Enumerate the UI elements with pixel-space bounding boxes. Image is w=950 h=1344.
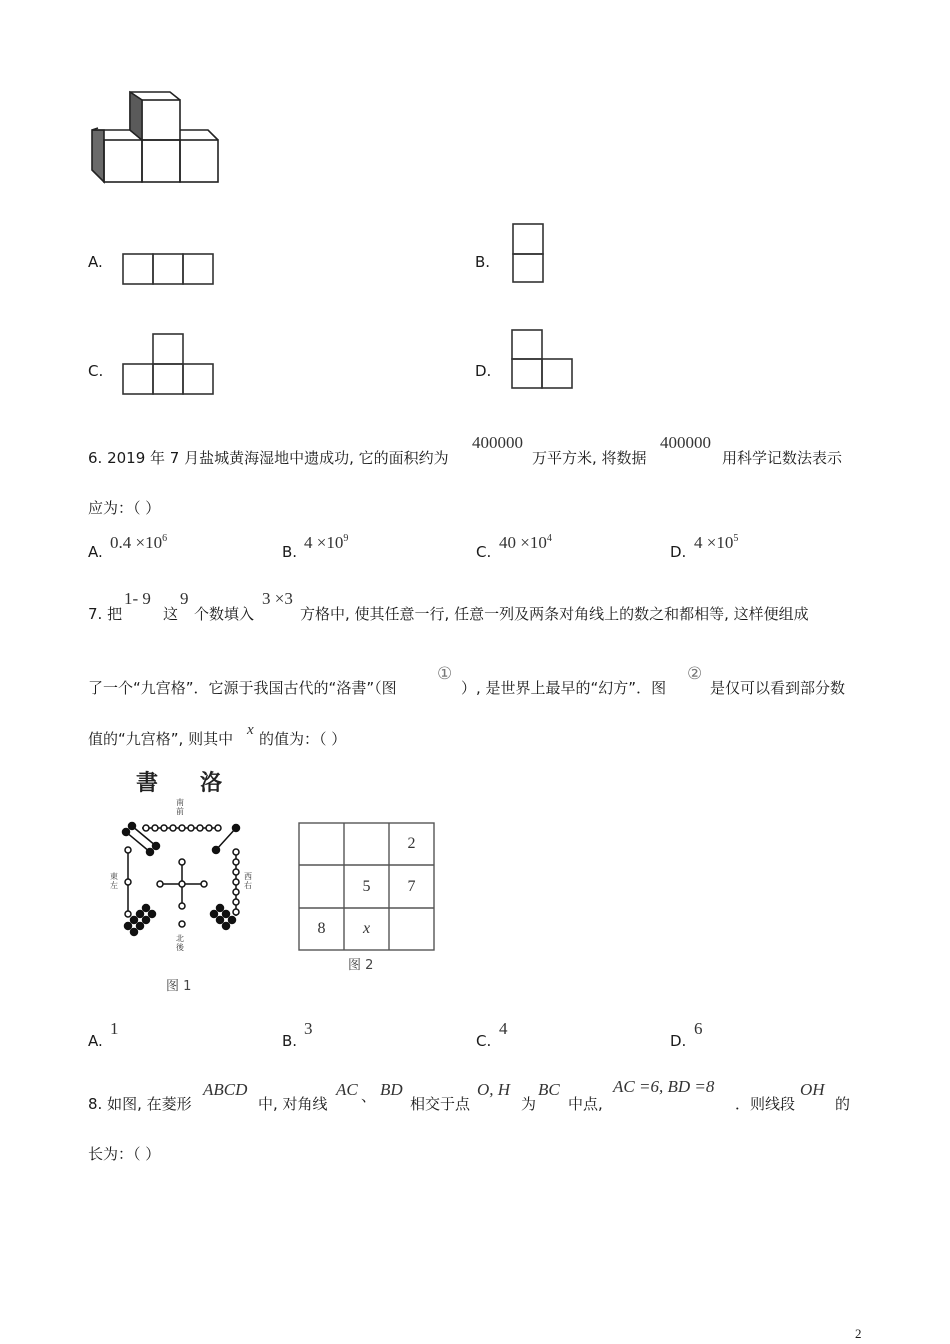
grid-cell	[299, 865, 344, 908]
luoshu-west-label: 西右	[244, 872, 252, 890]
grid-cell	[344, 823, 389, 865]
q6-option-c-value: $40 \times 10^4$	[499, 533, 552, 552]
q5-option-c-label: C.	[88, 362, 104, 380]
q7-math-grid: 3 ×3	[262, 589, 293, 608]
q6-stem-line-2: 应为：（ ）	[88, 499, 161, 517]
grid-cell	[299, 823, 344, 865]
q8-math-oh-points: O, H	[477, 1080, 511, 1099]
q7-option-a-label: A.	[88, 1032, 103, 1050]
q6-option-b-value: $4 \times 10^9$	[304, 533, 349, 552]
q7-line-3-end: 的值为：（ ）	[259, 730, 347, 748]
luoshu-east-label: 東左	[110, 872, 118, 890]
grid-cell: 2	[407, 835, 416, 852]
q8-number: 8.	[88, 1095, 103, 1113]
q8-text-4: 相交于点	[410, 1095, 471, 1113]
q7-circle-1: ①	[437, 664, 453, 684]
luoshu-south-label: 南前	[176, 798, 184, 816]
q7-number: 7.	[88, 605, 103, 623]
q7-line-1-start: 7. 把	[88, 605, 123, 623]
q5-option-a-figure	[122, 250, 217, 286]
q8-math-abcd: ABCD	[203, 1080, 248, 1099]
q7-option-c-label: C.	[476, 1032, 492, 1050]
q6-math-1: 400000	[472, 433, 523, 452]
q7-line-2-start: 了一个“九宫格”．它源于我国古代的“洛書”（图	[88, 679, 397, 697]
luoshu-title-right: 洛	[200, 770, 223, 796]
grid-cell: 8	[317, 920, 326, 937]
q8-text-7: ．则线段	[735, 1095, 796, 1113]
q7-line-3-start: 值的“九宫格”, 则其中	[88, 730, 234, 748]
q5-option-d-label: D.	[475, 362, 492, 380]
q8-line-2: 长为：（ ）	[88, 1145, 161, 1163]
grid-cell	[389, 908, 434, 950]
q6-math-2: 400000	[660, 433, 711, 452]
q7-option-d-value: 6	[694, 1019, 703, 1038]
q5-3d-figure	[90, 90, 220, 185]
q5-option-b-label: B.	[475, 253, 491, 271]
q7-text-4: 方格中, 使其任意一行, 任意一列及两条对角线上的数之和都相等, 这样便组成	[300, 605, 809, 623]
grid-cell: 5	[362, 878, 371, 895]
q7-line-2-mid: ）, 是世界上最早的“幻方”．图	[461, 679, 667, 697]
q6-text-2: 万平方米, 将数据	[532, 449, 647, 467]
luoshu-north-label: 北後	[176, 934, 184, 952]
grid-cell: x	[362, 920, 371, 937]
figure-2-caption: 图 2	[348, 958, 374, 973]
q7-option-b-label: B.	[282, 1032, 298, 1050]
q8-math-oh: OH	[800, 1080, 825, 1099]
q8-line-1-start: 8. 如图, 在菱形	[88, 1095, 192, 1113]
q6-option-b-label: B.	[282, 543, 298, 561]
q5-option-b-figure	[512, 222, 546, 286]
q6-text-1: 2019 年 7 月盐城黄海湿地中遗成功, 它的面积约为	[107, 449, 449, 467]
q7-text-3: 个数填入	[194, 605, 255, 623]
figure-1-caption: 图 1	[166, 979, 192, 994]
q5-option-c-figure	[122, 332, 217, 396]
q7-text-2: 这	[163, 605, 179, 623]
luoshu-diagram	[110, 812, 260, 952]
q8-text-8: 的	[835, 1095, 851, 1113]
q8-text-5: 为	[521, 1095, 537, 1113]
q7-option-a-value: 1	[110, 1019, 119, 1038]
q8-text-6: 中点,	[568, 1095, 603, 1113]
q6-text-3: 用科学记数法表示	[722, 449, 843, 467]
q7-line-2-end: 是仅可以看到部分数	[710, 679, 846, 697]
q8-text-3: 、	[361, 1087, 377, 1105]
q8-text-2: 中, 对角线	[258, 1095, 328, 1113]
q6-option-d-value: $4 \times 10^5$	[694, 533, 739, 552]
q7-option-b-value: 3	[304, 1019, 313, 1038]
q7-math-range: 1- 9	[124, 589, 151, 608]
q6-option-a-value: $0.4 \times 10^6$	[110, 533, 168, 552]
q7-circle-2: ②	[687, 664, 703, 684]
q7-option-d-label: D.	[670, 1032, 687, 1050]
luoshu-title-left: 書	[136, 770, 159, 796]
q6-stem-line-1	[88, 447, 449, 468]
q8-math-lengths: AC =6, BD =8	[613, 1077, 715, 1096]
q5-option-d-figure	[511, 328, 575, 392]
q5-option-a-label: A.	[88, 253, 103, 271]
q6-option-a-label: A.	[88, 543, 103, 561]
q7-option-c-value: 4	[499, 1019, 508, 1038]
q8-math-bc: BC	[538, 1080, 560, 1099]
q8-math-bd: BD	[380, 1080, 403, 1099]
q6-number: 6.	[88, 449, 103, 467]
q6-option-c-label: C.	[476, 543, 492, 561]
q7-var-x: x	[247, 722, 254, 738]
page-number: 2	[855, 1326, 862, 1341]
grid-cell: 7	[407, 878, 416, 895]
q8-math-ac: AC	[336, 1080, 358, 1099]
q6-option-d-label: D.	[670, 543, 687, 561]
magic-square-cells	[299, 823, 434, 950]
q7-math-nine: 9	[180, 589, 189, 608]
